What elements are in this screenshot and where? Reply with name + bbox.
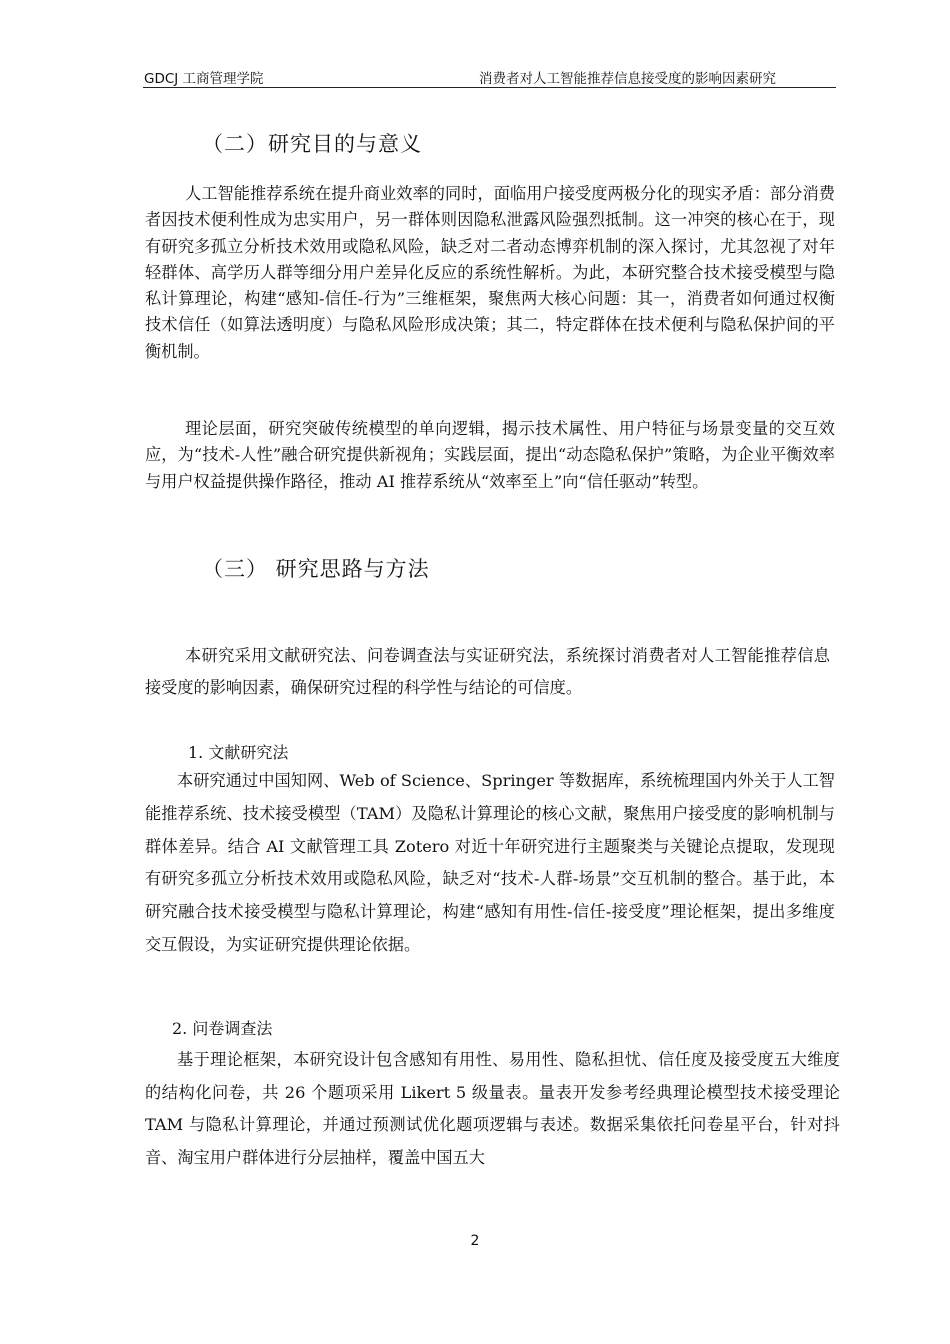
- section-heading-methods: （三） 研究思路与方法: [202, 557, 430, 581]
- paragraph-literature-method: 本研究通过中国知网、Web of Science、Springer 等数据库，系统梳理国内外关于人工智能推荐系统、技术接受模型（TAM）及隐私计算理论的核心文献，聚焦用户接受度的影响机制与群体差异。结合 AI 文献管理工具 Zotero 对近十年研究进行主题聚类与关键论点提取，发现现有研究多孤立分析技术效用或隐私风险，缺乏对“技术-人群-场景”交互机制的整合。基于此，本研究融合技术接受模型与隐私计算理论，构建“感知有用性-信任-接受度”理论框架，提出多维度交互假设，为实证研究提供理论依据。: [145, 771, 835, 954]
- paragraph-methods-intro: 本研究采用文献研究法、问卷调查法与实证研究法，系统探讨消费者对人工智能推荐信息接受度的影响因素，确保研究过程的科学性与结论的可信度。: [145, 646, 830, 697]
- header-school: GDCJ 工商管理学院: [144, 71, 264, 87]
- method-heading-survey: 2. 问卷调查法: [172, 1019, 273, 1038]
- method-heading-literature: 1. 文献研究法: [188, 743, 289, 762]
- header-thesis-title: 消费者对人工智能推荐信息接受度的影响因素研究: [479, 71, 776, 87]
- paragraph-purpose-2: 理论层面，研究突破传统模型的单向逻辑，揭示技术属性、用户特征与场景变量的交互效应，为“技术-人性”融合研究提供新视角；实践层面，提出“动态隐私保护”策略，为企业平衡效率与用户权益提供操作路径，推动 AI 推荐系统从“效率至上”向“信任驱动”转型。: [145, 419, 835, 491]
- section-heading-purpose: （二）研究目的与意义: [202, 132, 422, 156]
- page-number: 2: [470, 1233, 480, 1249]
- page-header: [143, 67, 836, 88]
- paragraph-survey-method: 基于理论框架，本研究设计包含感知有用性、易用性、隐私担忧、信任度及接受度五大维度的结构化问卷，共 26 个题项采用 Likert 5 级量表。量表开发参考经典理论模型技术接受理论 TAM 与隐私计算理论，并通过预测试优化题项逻辑与表述。数据采集依托问卷星平台，针对抖音、淘宝用户群体进行分层抽样，覆盖中国五大: [145, 1050, 840, 1167]
- paragraph-purpose-1: 人工智能推荐系统在提升商业效率的同时，面临用户接受度两极分化的现实矛盾：部分消费者因技术便利性成为忠实用户，另一群体则因隐私泄露风险强烈抵制。这一冲突的核心在于，现有研究多孤立分析技术效用或隐私风险，缺乏对二者动态博弈机制的深入探讨，尤其忽视了对年轻群体、高学历人群等细分用户差异化反应的系统性解析。为此，本研究整合技术接受模型与隐私计算理论，构建“感知-信任-行为”三维框架，聚焦两大核心问题：其一，消费者如何通过权衡技术信任（如算法透明度）与隐私风险形成决策；其二，特定群体在技术便利与隐私保护间的平衡机制。: [145, 184, 835, 361]
